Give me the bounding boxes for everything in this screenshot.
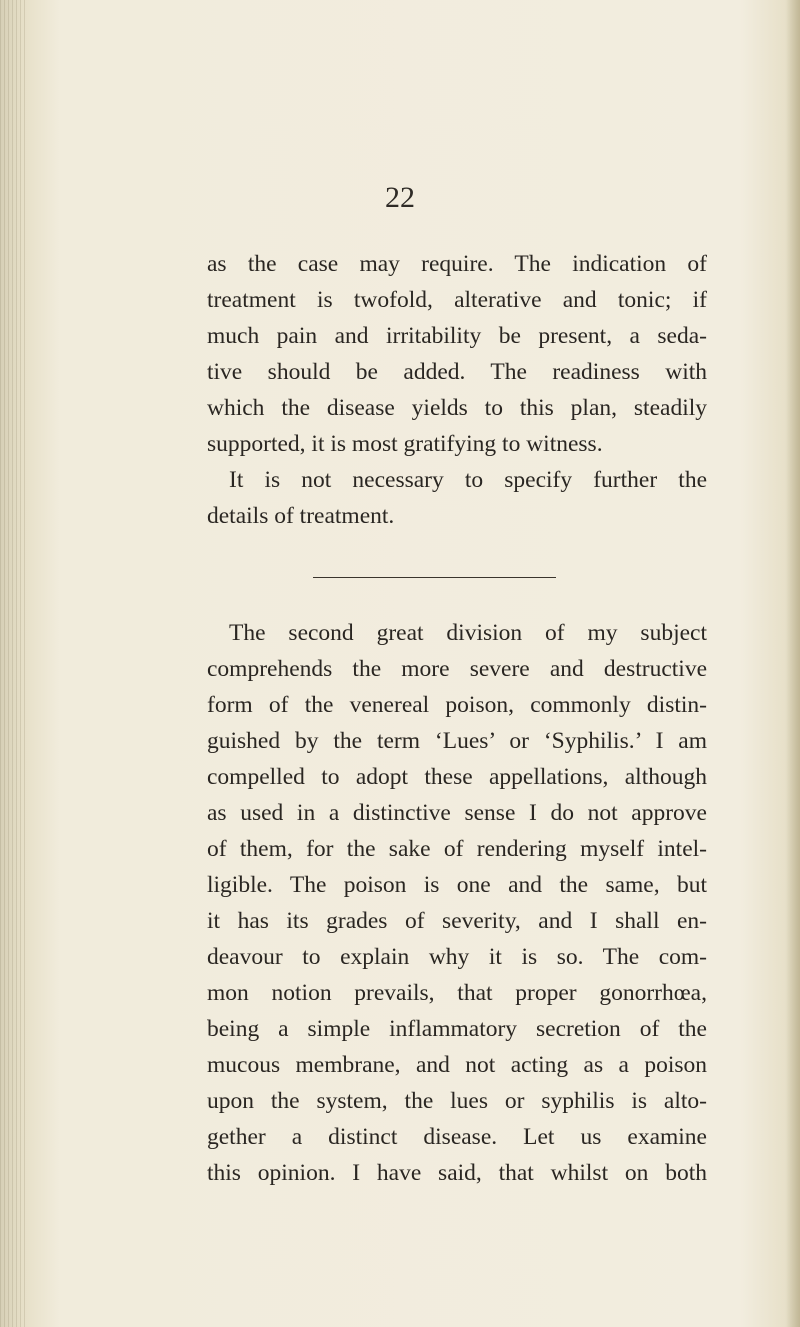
text-line: which the disease yields to this plan, steadily bbox=[207, 395, 707, 421]
text-line: It is not necessary to specify further the bbox=[229, 467, 707, 493]
text-line: of them, for the sake of rendering myself intel- bbox=[207, 836, 707, 862]
text-line: it has its grades of severity, and I shall en- bbox=[207, 908, 707, 934]
text-line: compelled to adopt these appellations, although bbox=[207, 764, 707, 790]
text-line: mucous membrane, and not acting as a poison bbox=[207, 1052, 707, 1078]
text-line: The second great division of my subject bbox=[229, 620, 707, 646]
text-line: mon notion prevails, that proper gonorrhœa, bbox=[207, 980, 707, 1006]
text-line: as the case may require. The indication of bbox=[207, 251, 707, 277]
text-line: ligible. The poison is one and the same, but bbox=[207, 872, 707, 898]
text-line: this opinion. I have said, that whilst on both bbox=[207, 1160, 707, 1186]
section-divider bbox=[313, 577, 556, 578]
paragraph-syphilis bbox=[207, 615, 707, 1191]
text-line: guished by the term ‘Lues’ or ‘Syphilis.’ I am bbox=[207, 728, 707, 754]
text-line: being a simple inflammatory secretion of the bbox=[207, 1016, 707, 1042]
text-line: details of treatment. bbox=[207, 503, 395, 529]
paragraph-treatment bbox=[207, 246, 707, 462]
page-number: 22 bbox=[385, 181, 415, 214]
text-line: gether a distinct disease. Let us examine bbox=[207, 1124, 707, 1150]
text-line: upon the system, the lues or syphilis is alto- bbox=[207, 1088, 707, 1114]
text-line: tive should be added. The readiness with bbox=[207, 359, 707, 385]
text-line: much pain and irritability be present, a seda- bbox=[207, 323, 707, 349]
text-line: treatment is twofold, alterative and tonic; if bbox=[207, 287, 707, 313]
text-line: supported, it is most gratifying to witness. bbox=[207, 431, 603, 457]
text-line: comprehends the more severe and destructive bbox=[207, 656, 707, 682]
paragraph-details bbox=[207, 462, 707, 534]
text-line: deavour to explain why it is so. The com- bbox=[207, 944, 707, 970]
text-line: as used in a distinctive sense I do not approve bbox=[207, 800, 707, 826]
text-line: form of the venereal poison, commonly distin- bbox=[207, 692, 707, 718]
